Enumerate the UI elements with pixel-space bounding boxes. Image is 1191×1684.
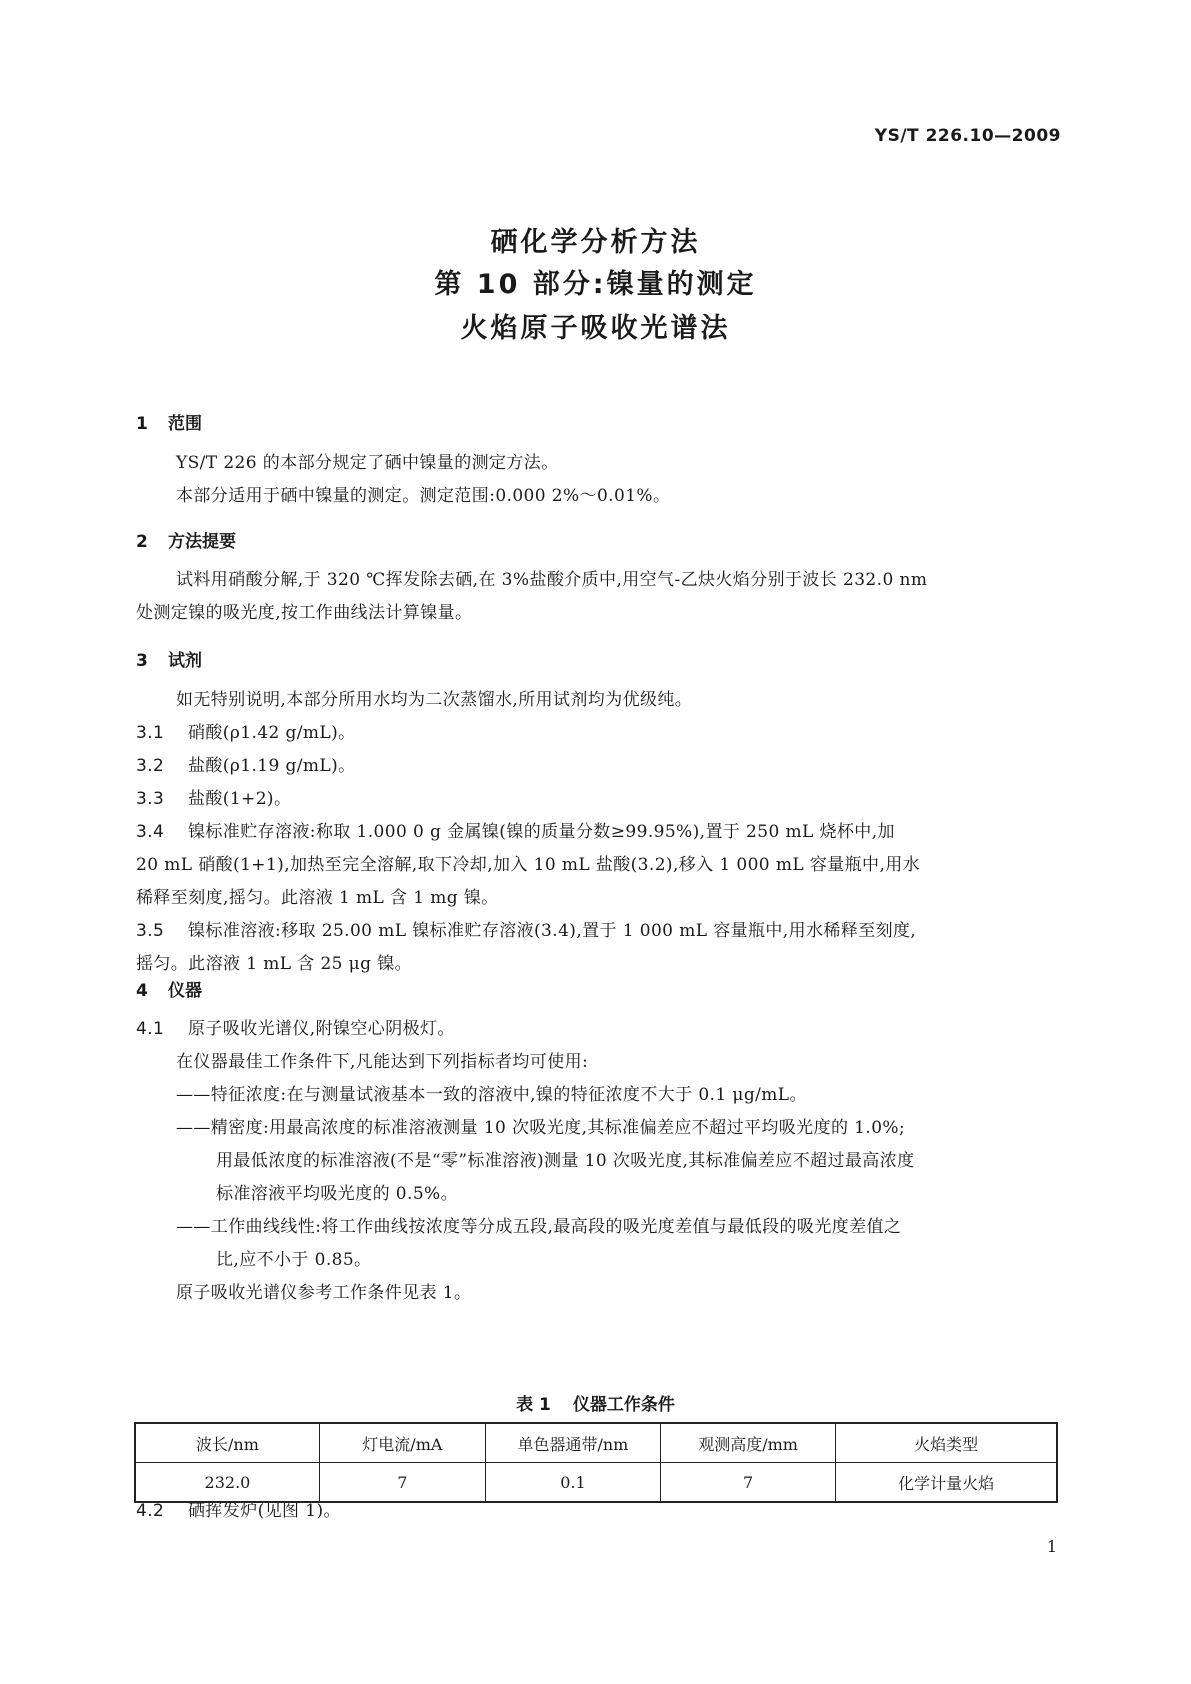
item-3-5-line-2: 摇匀。此溶液 1 mL 含 25 μg 镍。 (136, 954, 413, 974)
table-header-cell: 火焰类型 (836, 1423, 1057, 1463)
section-4-number: 4 (136, 981, 148, 1001)
criterion-linearity-line-2: 比,应不小于 0.85。 (216, 1250, 372, 1270)
table-1-caption-title: 仪器工作条件 (572, 1395, 675, 1415)
page-number: 1 (1046, 1537, 1057, 1556)
criterion-characteristic-concentration: ——特征浓度:在与测量试液基本一致的溶液中,镍的特征浓度不大于 0.1 μg/mL。 (176, 1085, 807, 1105)
criterion-linearity: ——工作曲线线性:将工作曲线按浓度等分成五段,最高段的吸光度差值与最低段的吸光度差值之 (176, 1217, 902, 1237)
section-4-body (136, 1013, 1060, 1310)
table-header-cell: 波长/nm (135, 1423, 319, 1463)
section-1-heading (136, 409, 202, 434)
section-1-number: 1 (136, 414, 148, 434)
section-3-heading (136, 646, 202, 671)
table-reference: 原子吸收光谱仪参考工作条件见表 1。 (176, 1283, 472, 1303)
section-1-paragraph-2: 本部分适用于硒中镍量的测定。测定范围:0.000 2%～0.01%。 (176, 486, 671, 506)
item-3-5: 3.5 镍标准溶液:移取 25.00 mL 镍标准贮存溶液(3.4),置于 1 000 mL 容量瓶中,用水稀释至刻度, (136, 921, 917, 941)
section-3-body (136, 684, 1060, 981)
table-1-instrument-conditions (134, 1422, 1058, 1503)
title-line-2: 第 10 部分:镍量的测定 (434, 269, 757, 300)
conditions-intro: 在仪器最佳工作条件下,凡能达到下列指标者均可使用: (176, 1052, 589, 1072)
section-2-line-2: 处测定镍的吸光度,按工作曲线法计算镍量。 (136, 603, 473, 623)
table-1-caption (0, 1390, 1191, 1415)
section-3-intro: 如无特别说明,本部分所用水均为二次蒸馏水,所用试剂均为优级纯。 (176, 690, 693, 710)
table-cell: 0.1 (485, 1463, 660, 1503)
section-4-title: 仪器 (168, 981, 202, 1001)
title-line-1: 硒化学分析方法 (490, 227, 701, 258)
section-1-paragraph-1: YS/T 226 的本部分规定了硒中镍量的测定方法。 (176, 453, 559, 473)
item-3-4: 3.4 镍标准贮存溶液:称取 1.000 0 g 金属镍(镍的质量分数≥99.95%),置于 250 mL 烧杯中,加 (136, 822, 895, 842)
table-cell: 化学计量火焰 (836, 1463, 1057, 1503)
table-cell: 7 (661, 1463, 836, 1503)
table-cell: 232.0 (135, 1463, 319, 1503)
table-header-cell: 观测高度/mm (661, 1423, 836, 1463)
section-2-body (136, 564, 1060, 630)
section-2-line-1: 试料用硝酸分解,于 320 ℃挥发除去硒,在 3%盐酸介质中,用空气-乙炔火焰分别于波长 232.0 nm (176, 570, 928, 590)
section-2-heading (136, 527, 236, 552)
section-4-heading (136, 976, 202, 1001)
item-4-2: 4.2 硒挥发炉(见图 1)。 (136, 1501, 341, 1521)
item-3-4-line-3: 稀释至刻度,摇匀。此溶液 1 mL 含 1 mg 镍。 (136, 888, 499, 908)
table-header-row (135, 1423, 1057, 1463)
criterion-precision: ——精密度:用最高浓度的标准溶液测量 10 次吸光度,其标准偏差应不超过平均吸光度的 1.0%; (176, 1118, 906, 1138)
criterion-precision-line-3: 标准溶液平均吸光度的 0.5%。 (216, 1184, 458, 1204)
section-3-title: 试剂 (168, 651, 202, 671)
item-3-4-line-2: 20 mL 硝酸(1+1),加热至完全溶解,取下冷却,加入 10 mL 盐酸(3.2),移入 1 000 mL 容量瓶中,用水 (136, 855, 921, 875)
table-cell: 7 (319, 1463, 485, 1503)
title-line-3: 火焰原子吸收光谱法 (460, 313, 731, 344)
table-header-cell: 灯电流/mA (319, 1423, 485, 1463)
item-3-3: 3.3 盐酸(1+2)。 (136, 789, 292, 809)
section-3-number: 3 (136, 651, 148, 671)
section-1-title: 范围 (168, 414, 202, 434)
section-1-body (176, 447, 670, 513)
section-2-number: 2 (136, 532, 148, 552)
item-3-2: 3.2 盐酸(ρ1.19 g/mL)。 (136, 756, 356, 776)
table-1-caption-number: 表 1 (516, 1395, 551, 1415)
table-header-cell: 单色器通带/nm (485, 1423, 660, 1463)
criterion-precision-line-2: 用最低浓度的标准溶液(不是“零”标准溶液)测量 10 次吸光度,其标准偏差应不超过最高浓度 (216, 1151, 915, 1171)
item-3-1: 3.1 硝酸(ρ1.42 g/mL)。 (136, 723, 356, 743)
standard-code: YS/T 226.10—2009 (874, 126, 1061, 146)
section-2-title: 方法提要 (168, 532, 236, 552)
item-4-1: 4.1 原子吸收光谱仪,附镍空心阴极灯。 (136, 1019, 455, 1039)
